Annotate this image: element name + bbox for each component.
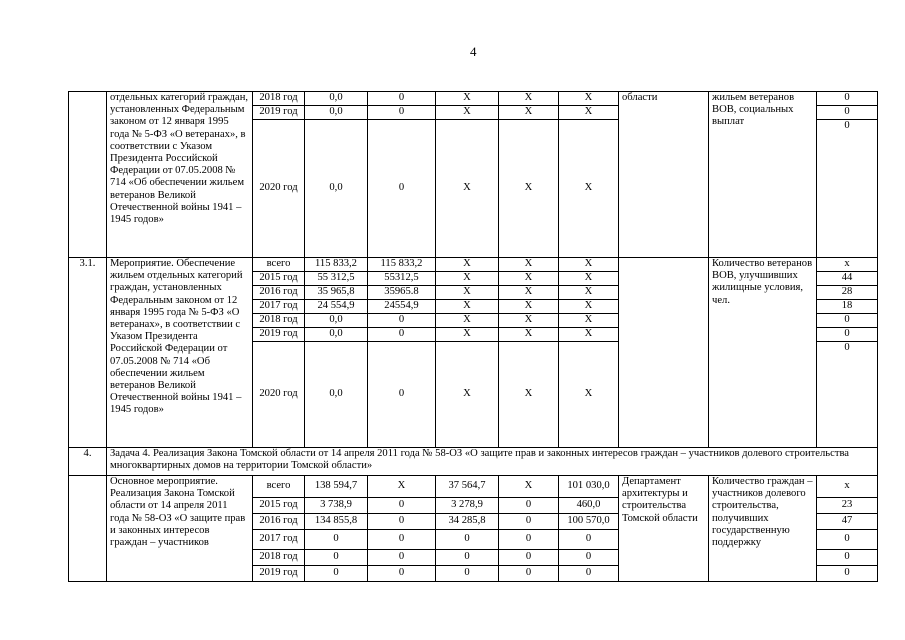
total-cell: 0,0: [305, 106, 368, 120]
target-value-cell: x: [817, 258, 878, 272]
extrabudget-cell: X: [559, 120, 619, 258]
regional-budget-cell: 0: [436, 530, 499, 550]
federal-budget-cell: 55312,5: [368, 272, 436, 286]
target-value-cell: 28: [817, 286, 878, 300]
target-value-cell: 0: [817, 314, 878, 328]
local-budget-cell: X: [499, 286, 559, 300]
regional-budget-cell: X: [436, 300, 499, 314]
extrabudget-cell: 460,0: [559, 498, 619, 514]
local-budget-cell: 0: [499, 498, 559, 514]
local-budget-cell: X: [499, 92, 559, 106]
extrabudget-cell: 0: [559, 550, 619, 566]
year-cell: 2016 год: [253, 514, 305, 530]
table-row: [69, 448, 878, 476]
year-cell: 2019 год: [253, 106, 305, 120]
federal-budget-cell: 0: [368, 566, 436, 582]
activity-description-cell: Мероприятие. Обеспечение жильем отдельных категорий граждан, установленных Федеральным законом от 12 января 1995 года № 5-ФЗ «О ветеранах», в соответствии с Указом Президента Российской Федерации от 07.05.2008 № 714 «Об обеспечении жильем ветеранов Великой Отечественной войны 1941 – 1945 годов»: [107, 258, 253, 448]
total-cell: 134 855,8: [305, 514, 368, 530]
regional-budget-cell: X: [436, 286, 499, 300]
regional-budget-cell: 34 285,8: [436, 514, 499, 530]
table-row: [69, 258, 878, 272]
year-cell: 2017 год: [253, 300, 305, 314]
executor-cell: области: [619, 92, 709, 258]
extrabudget-cell: X: [559, 106, 619, 120]
local-budget-cell: X: [499, 300, 559, 314]
extrabudget-cell: X: [559, 328, 619, 342]
local-budget-cell: X: [499, 120, 559, 258]
extrabudget-cell: X: [559, 258, 619, 272]
indicator-name-cell: Количество граждан – участников долевого строительства, получивших государственную поддержку: [709, 476, 817, 582]
extrabudget-cell: 0: [559, 530, 619, 550]
indicator-name-cell: жильем ветеранов ВОВ, социальных выплат: [709, 92, 817, 258]
regional-budget-cell: 37 564,7: [436, 476, 499, 498]
indicator-name-cell: Количество ветеранов ВОВ, улучшивших жилищные условия, чел.: [709, 258, 817, 448]
program-table: [68, 91, 878, 582]
row-number-cell: [69, 476, 107, 582]
local-budget-cell: 0: [499, 514, 559, 530]
row-number-cell: 3.1.: [69, 258, 107, 448]
local-budget-cell: X: [499, 106, 559, 120]
federal-budget-cell: 0: [368, 530, 436, 550]
year-cell: 2018 год: [253, 314, 305, 328]
federal-budget-cell: 0: [368, 106, 436, 120]
extrabudget-cell: X: [559, 272, 619, 286]
target-value-cell: 0: [817, 92, 878, 106]
regional-budget-cell: X: [436, 342, 499, 448]
total-cell: 0: [305, 566, 368, 582]
target-value-cell: 0: [817, 550, 878, 566]
federal-budget-cell: 115 833,2: [368, 258, 436, 272]
year-cell: 2019 год: [253, 566, 305, 582]
extrabudget-cell: 100 570,0: [559, 514, 619, 530]
federal-budget-cell: 0: [368, 314, 436, 328]
target-value-cell: 0: [817, 106, 878, 120]
local-budget-cell: X: [499, 342, 559, 448]
year-cell: всего: [253, 476, 305, 498]
year-cell: всего: [253, 258, 305, 272]
year-cell: 2016 год: [253, 286, 305, 300]
total-cell: 115 833,2: [305, 258, 368, 272]
local-budget-cell: X: [499, 258, 559, 272]
total-cell: 0,0: [305, 328, 368, 342]
total-cell: 24 554,9: [305, 300, 368, 314]
row-number-cell: 4.: [69, 448, 107, 476]
regional-budget-cell: X: [436, 328, 499, 342]
regional-budget-cell: X: [436, 120, 499, 258]
target-value-cell: 0: [817, 120, 878, 258]
executor-cell: [619, 258, 709, 448]
executor-cell: Департамент архитектуры и строительства Томской области: [619, 476, 709, 582]
regional-budget-cell: X: [436, 272, 499, 286]
local-budget-cell: 0: [499, 550, 559, 566]
year-cell: 2019 год: [253, 328, 305, 342]
total-cell: 138 594,7: [305, 476, 368, 498]
regional-budget-cell: X: [436, 258, 499, 272]
extrabudget-cell: X: [559, 92, 619, 106]
year-cell: 2017 год: [253, 530, 305, 550]
year-cell: 2020 год: [253, 120, 305, 258]
page-number: 4: [470, 44, 477, 59]
total-cell: 0,0: [305, 342, 368, 448]
target-value-cell: 0: [817, 342, 878, 448]
regional-budget-cell: X: [436, 314, 499, 328]
local-budget-cell: X: [499, 272, 559, 286]
extrabudget-cell: 0: [559, 566, 619, 582]
table-row: [69, 476, 878, 498]
local-budget-cell: X: [499, 314, 559, 328]
local-budget-cell: X: [499, 328, 559, 342]
extrabudget-cell: X: [559, 314, 619, 328]
table-row: [69, 92, 878, 106]
target-value-cell: 0: [817, 530, 878, 550]
total-cell: 0,0: [305, 120, 368, 258]
federal-budget-cell: 0: [368, 550, 436, 566]
federal-budget-cell: 0: [368, 120, 436, 258]
year-cell: 2018 год: [253, 92, 305, 106]
federal-budget-cell: X: [368, 476, 436, 498]
row-number-cell: [69, 92, 107, 258]
total-cell: 55 312,5: [305, 272, 368, 286]
target-value-cell: x: [817, 476, 878, 498]
target-value-cell: 0: [817, 566, 878, 582]
target-value-cell: 44: [817, 272, 878, 286]
total-cell: 0: [305, 550, 368, 566]
target-value-cell: 47: [817, 514, 878, 530]
federal-budget-cell: 24554,9: [368, 300, 436, 314]
year-cell: 2018 год: [253, 550, 305, 566]
extrabudget-cell: X: [559, 300, 619, 314]
local-budget-cell: 0: [499, 530, 559, 550]
target-value-cell: 0: [817, 328, 878, 342]
year-cell: 2015 год: [253, 272, 305, 286]
regional-budget-cell: 0: [436, 566, 499, 582]
year-cell: 2020 год: [253, 342, 305, 448]
regional-budget-cell: 3 278,9: [436, 498, 499, 514]
total-cell: 3 738,9: [305, 498, 368, 514]
federal-budget-cell: 0: [368, 514, 436, 530]
activity-description-cell: Основное мероприятие. Реализация Закона Томской области от 14 апреля 2011 года № 58-ОЗ «О защите прав и законных интересов граждан – участников: [107, 476, 253, 582]
total-cell: 0,0: [305, 314, 368, 328]
target-value-cell: 18: [817, 300, 878, 314]
regional-budget-cell: X: [436, 106, 499, 120]
federal-budget-cell: 0: [368, 498, 436, 514]
federal-budget-cell: 0: [368, 328, 436, 342]
regional-budget-cell: 0: [436, 550, 499, 566]
federal-budget-cell: 0: [368, 92, 436, 106]
extrabudget-cell: X: [559, 286, 619, 300]
local-budget-cell: 0: [499, 566, 559, 582]
extrabudget-cell: 101 030,0: [559, 476, 619, 498]
target-value-cell: 23: [817, 498, 878, 514]
extrabudget-cell: X: [559, 342, 619, 448]
total-cell: 0,0: [305, 92, 368, 106]
federal-budget-cell: 35965.8: [368, 286, 436, 300]
task-heading-cell: Задача 4. Реализация Закона Томской области от 14 апреля 2011 года № 58-ОЗ «О защите прав и законных интересов граждан – участников долевого строительства многоквартирных домов на территории Томской области»: [107, 448, 878, 476]
federal-budget-cell: 0: [368, 342, 436, 448]
total-cell: 35 965,8: [305, 286, 368, 300]
total-cell: 0: [305, 530, 368, 550]
local-budget-cell: X: [499, 476, 559, 498]
activity-description-cell: отдельных категорий граждан, установленных Федеральным законом от 12 января 1995 года № 5-ФЗ «О ветеранах», в соответствии с Указом Президента Российской Федерации от 07.05.2008 № 714 «Об обеспечении жильем ветеранов Великой Отечественной войны 1941 – 1945 годов»: [107, 92, 253, 258]
regional-budget-cell: X: [436, 92, 499, 106]
year-cell: 2015 год: [253, 498, 305, 514]
